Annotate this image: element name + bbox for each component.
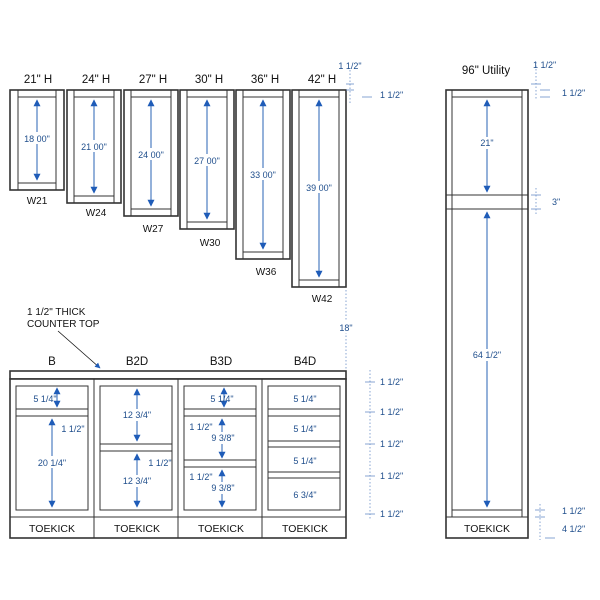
interior-dim: 33 00" xyxy=(250,170,276,180)
utility-dim-top: 1 1/2" xyxy=(533,60,557,70)
b4d-drawer2-dim: 5 1/4" xyxy=(293,424,317,434)
utility-dim-bottom-2: 4 1/2" xyxy=(562,524,586,534)
wall-dim-top: 1 1/2" xyxy=(338,61,362,71)
model-w24: W24 xyxy=(85,208,107,219)
interior-dim: 27 00" xyxy=(194,156,220,166)
base-cabinets xyxy=(10,356,403,538)
interior-dim: 21 00" xyxy=(81,142,107,152)
base-dim-3: 1 1/2" xyxy=(380,439,404,449)
wall-height-36: 36" H xyxy=(250,74,280,86)
wall-height-42: 42" H xyxy=(307,74,337,86)
utility-cabinet xyxy=(446,60,585,540)
interior-dim: 18 00" xyxy=(24,134,50,144)
countertop-note-line2: COUNTER TOP xyxy=(27,319,100,330)
cabinet-w30 xyxy=(180,90,234,229)
countertop-pointer xyxy=(58,331,100,368)
base-label-b3d: B3D xyxy=(209,356,233,368)
base-label-b2d: B2D xyxy=(125,356,149,368)
utility-title: 96" Utility xyxy=(461,65,511,77)
b4d-drawer3-dim: 5 1/4" xyxy=(293,456,317,466)
base-dim-1: 1 1/2" xyxy=(380,377,404,387)
toekick-b3d: TOEKICK xyxy=(198,523,244,535)
b3d-mid-dim: 9 3/8" xyxy=(211,433,235,443)
model-w27: W27 xyxy=(142,224,164,235)
wall-height-30: 30" H xyxy=(194,74,224,86)
b3d-rail-dim-1: 1 1/2" xyxy=(189,422,213,432)
countertop-note xyxy=(27,307,100,368)
b2d-rail-dim: 1 1/2" xyxy=(148,458,172,468)
cabinet-w21 xyxy=(10,90,64,190)
b-rail-dim: 1 1/2" xyxy=(61,424,85,434)
interior-dim: 39 00" xyxy=(306,183,332,193)
interior-dim: 24 00" xyxy=(138,150,164,160)
utility-upper-dim: 21" xyxy=(480,138,494,148)
toekick-b: TOEKICK xyxy=(29,523,75,535)
utility-shelf-dim: 3" xyxy=(552,197,561,207)
toekick-b2d: TOEKICK xyxy=(114,523,160,535)
b3d-bottom-dim: 9 3/8" xyxy=(211,483,235,493)
base-dim-5: 1 1/2" xyxy=(380,509,404,519)
b3d-rail-dim-2: 1 1/2" xyxy=(189,472,213,482)
wall-dim-second: 1 1/2" xyxy=(380,90,404,100)
toekick-b4d: TOEKICK xyxy=(282,523,328,535)
b4d-drawer1-dim: 5 1/4" xyxy=(293,394,317,404)
model-w36: W36 xyxy=(255,267,277,278)
utility-side-dims xyxy=(531,60,585,540)
wall-height-24: 24" H xyxy=(81,74,111,86)
cabinet-w36 xyxy=(236,90,290,259)
b2d-upper-dim: 12 3/4" xyxy=(122,410,152,420)
model-w30: W30 xyxy=(199,238,221,249)
b3d-top-dim: 5 1/4" xyxy=(210,394,234,404)
cabinet-w24 xyxy=(67,90,121,203)
base-label-b: B xyxy=(48,356,56,368)
utility-lower-dim: 64 1/2" xyxy=(472,350,502,360)
b4d-drawer4-dim: 6 3/4" xyxy=(293,490,317,500)
wall-height-27: 27" H xyxy=(138,74,168,86)
b-door-dim: 20 1/4" xyxy=(37,458,67,468)
b2d-lower-dim: 12 3/4" xyxy=(122,476,152,486)
base-dim-4: 1 1/2" xyxy=(380,471,404,481)
countertop xyxy=(10,371,346,379)
base-side-dims xyxy=(365,370,403,520)
model-w42: W42 xyxy=(311,294,333,305)
utility-toekick: TOEKICK xyxy=(464,523,510,535)
cabinet-w27 xyxy=(124,90,178,216)
cabinet-w42 xyxy=(292,90,346,287)
wall-height-21: 21" H xyxy=(23,74,53,86)
gap-dimension: 18" xyxy=(339,323,353,333)
utility-dim-bottom-1: 1 1/2" xyxy=(562,506,586,516)
countertop-note-line1: 1 1/2" THICK xyxy=(27,307,86,318)
b-drawer-dim: 5 1/4" xyxy=(33,394,57,404)
utility-dim-second: 1 1/2" xyxy=(562,88,586,98)
base-dim-2: 1 1/2" xyxy=(380,407,404,417)
base-label-b4d: B4D xyxy=(293,356,317,368)
model-w21: W21 xyxy=(26,196,48,207)
